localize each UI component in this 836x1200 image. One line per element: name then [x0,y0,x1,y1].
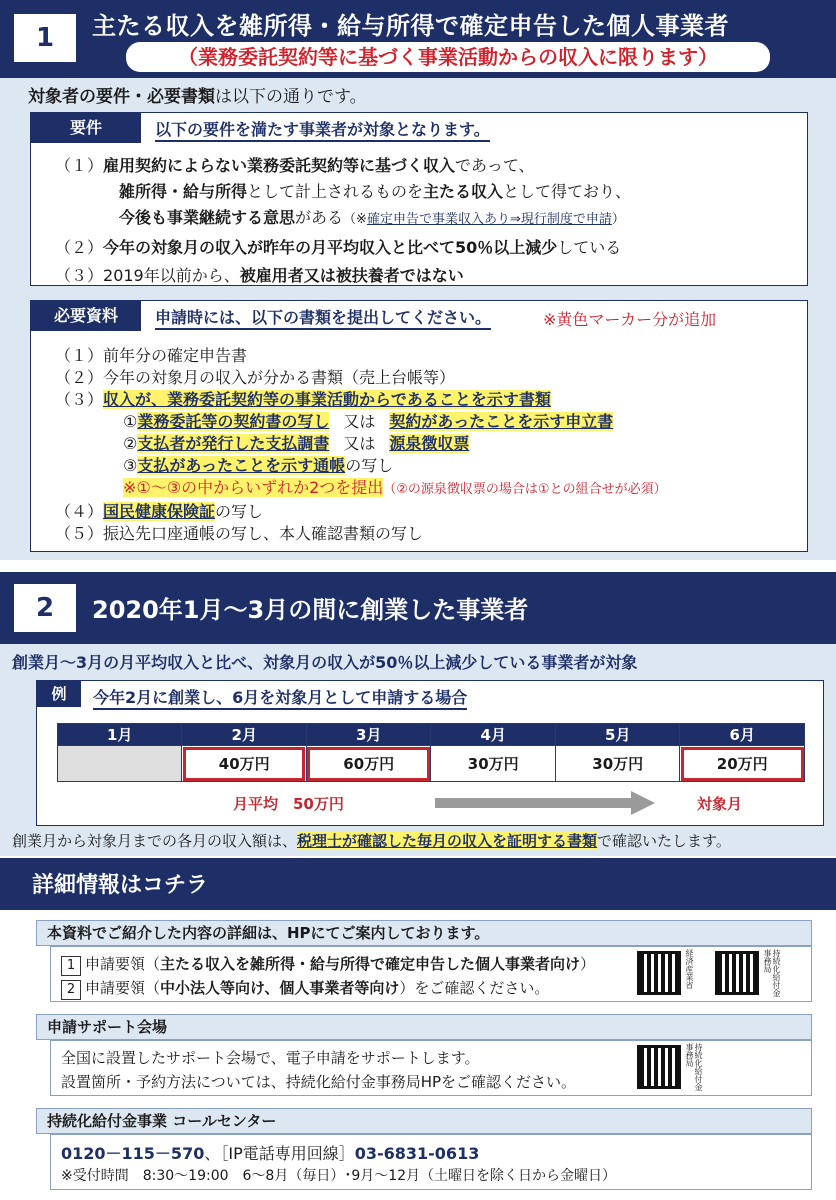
guide2-pre: 申請要領（ [85,979,161,997]
marker-note: ※黄色マーカー分が追加 [543,310,717,329]
phone-freedial[interactable]: 0120－115－570 [61,1144,205,1163]
doc3b-or: 又は [343,434,376,453]
callcenter-bar: 持続化給付金事業 コールセンター [36,1108,812,1134]
section1-body [0,78,836,560]
doc3-text: 収入が、業務委託契約等の事業活動からであることを示す書類 [103,390,551,409]
doc1-no: （１） [55,346,104,365]
section2-body [0,644,836,856]
req2-bold: 今年の対象月の収入が昨年の月平均収入と比べて50％以上減少 [103,238,558,257]
doc3c-no: ③ [123,456,138,475]
req1-l2-bold1: 雑所得・給与所得 [119,182,248,201]
foot-highlight: 税理士が確認した毎月の収入を証明する書類 [297,832,598,850]
req1-bold: 雇用契約によらない業務委託契約等に基づく収入 [103,156,456,175]
target-month-label: 対象月 [697,795,743,813]
guide2-bold: 中小法人等向け、個人事業者等向け [160,979,400,997]
guide2-number: 2 [61,980,81,1000]
qr2-label: 持続化給付金事務局 [763,949,781,997]
req1-note-pre: （※ [343,212,367,227]
req3-bold: 被雇用者又は被扶養者ではない [239,266,464,285]
qr-code-support[interactable] [637,1045,681,1089]
average-label: 月平均 50万円 [233,795,344,813]
document-3b [123,431,469,454]
req1-note-post: ） [611,212,625,227]
document-3-note [123,475,667,498]
doc3c-1: 支払があったことを示す通帳 [137,456,346,475]
guide2-post: ）をご確認ください。 [399,979,550,997]
section2-lead: 創業月～3月の月平均収入と比べ、対象月の収入が50％以上減少している事業者が対象 [12,653,638,672]
doc3a-1: 業務委託等の契約書の写し [137,412,330,431]
requirement-3 [55,263,464,286]
doc3a-2: 契約があったことを示す申立書 [389,412,614,431]
doc3a-or: 又は [343,412,376,431]
section2-footnote [12,830,731,851]
document-5 [55,521,423,544]
requirements-panel [30,112,808,286]
req1-l2-rest: として得ており、 [503,182,632,201]
req3-no: （３） [55,266,104,285]
hours-line: ※受付時間 8:30～19:00 6～8月（毎日）･9月～12月（土曜日を除く日から金曜日） [61,1168,617,1184]
document-3c [123,453,393,476]
month-header-row [58,724,805,746]
doc2-text: 今年の対象月の収入が分かる書類（売上台帳等） [103,368,456,387]
requirement-1-line1 [55,153,535,176]
support-line-2: 設置箇所・予約方法については、持続化給付金事務局HPをご確認ください。 [61,1073,577,1091]
month-cell: 6月 [680,724,805,746]
intro-rest: は以下の通りです。 [215,87,367,107]
doc3b-1: 支払者が発行した支払調書 [137,434,330,453]
req1-no: （１） [55,156,104,175]
doc4-hl: 国民健康保険証 [103,502,216,521]
support-bar: 申請サポート会場 [36,1014,812,1040]
req2-no: （２） [55,238,104,257]
month-cell: 4月 [431,724,556,746]
phone-ip[interactable]: 03-6831-0613 [354,1144,480,1163]
qr3-label: 持続化給付金事務局 [685,1043,703,1091]
req1-l2-mid: として計上されるものを [247,182,424,201]
document-2 [55,365,455,388]
intro-bold: 対象者の要件・必要書類 [28,87,215,107]
guides-box [50,946,812,1002]
hp-bar: 本資料でご紹介した内容の詳細は、HPにてご案内しております。 [36,920,812,946]
doc4-no: （４） [55,502,104,521]
phone-line [61,1141,479,1164]
doc5-no: （５） [55,524,104,543]
right-arrow-icon [435,791,655,815]
guide1-post: ） [580,955,596,973]
guide-1[interactable] [61,953,595,976]
amount-cell [58,746,182,782]
details-title: 詳細情報はコチラ [32,873,209,898]
requirement-1-line3 [119,205,625,228]
section2-number: 2 [14,584,76,632]
month-cell: 5月 [555,724,680,746]
callcenter-box [50,1134,812,1190]
document-4 [55,499,263,522]
section1-title: 主たる収入を雑所得・給与所得で確定申告した個人事業者 [92,12,729,40]
document-3 [55,387,551,410]
qr1-label: 経済産業省 [685,949,694,989]
month-table [57,723,805,782]
req1-note: 確定申告で事業収入あり⇒現行制度で申請 [366,212,612,227]
doc1-text: 前年分の確定申告書 [103,346,248,365]
req1-l3-bold: 今後も事業継続する意思 [119,208,296,227]
doc3-note: ※①～③の中からいずれか2つを提出 [123,478,384,497]
guide1-pre: 申請要領（ [85,955,161,973]
doc5-text: 振込先口座通帳の写し、本人確認書類の写し [103,524,424,543]
foot-pre: 創業月から対象月までの各月の収入額は、 [12,832,298,850]
amount-cell: 60万円 [306,746,431,782]
month-cell: 3月 [306,724,431,746]
section1-header [0,0,836,78]
details-header [0,858,836,910]
foot-post: で確認いたします。 [597,832,731,850]
qr-code-meti[interactable] [637,951,681,995]
section1-intro [28,82,367,107]
details-body [0,910,836,1200]
req3-pre: 2019年以前から、 [103,266,240,285]
qr-code-secretariat[interactable] [715,951,759,995]
example-panel [36,680,824,826]
req1-rest: であって、 [455,156,535,175]
doc2-no: （２） [55,368,104,387]
req2-rest: している [557,238,622,257]
doc4-rest: の写し [215,502,264,521]
document-3a [123,409,613,432]
amount-cell: 30万円 [431,746,556,782]
requirements-tag: 要件 [31,113,141,143]
section1-number: 1 [14,14,76,62]
doc3b-no: ② [123,434,138,453]
example-tag: 例 [37,681,81,707]
support-line-1: 全国に設置したサポート会場で、電子申請をサポートします。 [61,1049,480,1067]
month-cell: 1月 [58,724,182,746]
month-cell: 2月 [182,724,307,746]
amount-row [58,746,805,782]
documents-tag: 必要資料 [31,301,141,331]
requirement-1-line2 [119,179,631,202]
req1-l2-bold2: 主たる収入 [423,182,504,201]
guide1-bold: 主たる収入を雑所得・給与所得で確定申告した個人事業者向け [160,955,581,973]
section2-header [0,572,836,644]
doc3-no: （３） [55,390,104,409]
amount-cell: 40万円 [182,746,307,782]
example-heading: 今年2月に創業し、6月を対象月として申請する場合 [93,685,467,710]
amount-cell: 30万円 [555,746,680,782]
amount-cell: 20万円 [680,746,805,782]
documents-heading: 申請時には、以下の書類を提出してください。 [155,305,491,330]
requirements-heading: 以下の要件を満たす事業者が対象となります。 [155,117,490,142]
requirement-2 [55,235,621,258]
doc3-note-small: （②の源泉徴収票の場合は①との組合せが必須） [383,482,667,497]
guide-2[interactable] [61,977,549,1000]
section1-subtitle: （業務委託契約等に基づく事業活動からの収入に限ります） [126,42,770,72]
phone-ip-label: 、［IP電話専用回線］ [204,1144,355,1163]
document-1 [55,343,247,366]
documents-panel [30,300,808,552]
doc3b-2: 源泉徴収票 [389,434,470,453]
guide1-number: 1 [61,956,81,976]
req1-l3-mid: がある [295,208,344,227]
section2-title: 2020年1月～3月の間に創業した事業者 [92,596,529,624]
doc3c-rest: の写し [345,456,394,475]
doc3a-no: ① [123,412,138,431]
support-box [50,1040,812,1096]
